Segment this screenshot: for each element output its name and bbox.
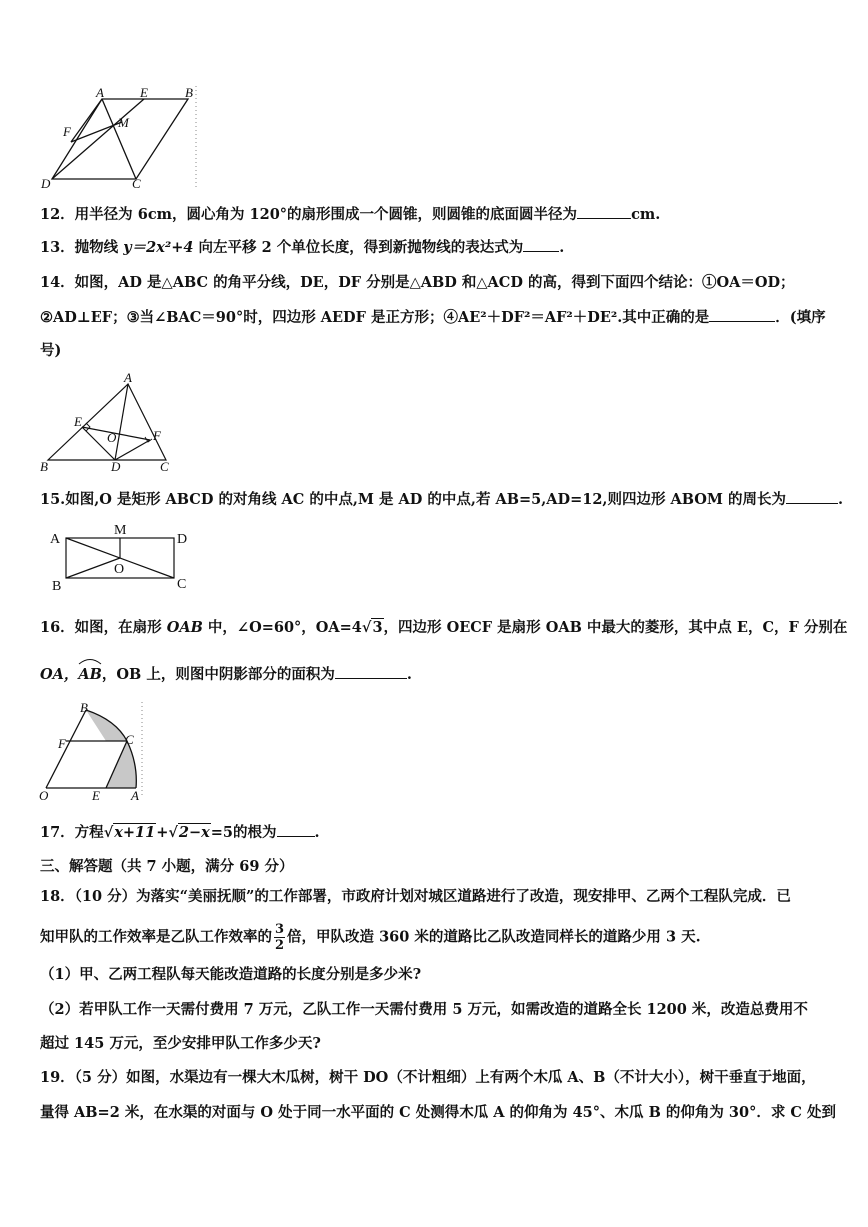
label-E: E [74,414,82,429]
q13-answer-blank[interactable] [523,237,559,252]
q15-answer-blank[interactable] [786,489,838,504]
label-D: D [111,459,121,474]
question-18-sub-2-line-2: 超过 145 万元，至少安排甲队工作多少天? [40,1035,321,1052]
label-F: F [153,428,161,443]
label-O: O [107,430,117,445]
q14-line2-tail: ．(填序 [775,309,826,326]
question-12 [40,204,830,225]
label-E: E [92,788,100,803]
q17-radicand-1: x+11 [114,824,156,841]
question-16-line-2 [40,664,830,685]
q16-line2-tail: . [406,666,412,683]
q13-post: 向左平移 2 个单位长度，得到新抛物线的表达式为 [193,239,524,256]
q15-tail: . [838,491,844,508]
label-B: B [52,579,62,594]
label-E: E [140,85,148,100]
fraction-denominator: 2 [275,938,285,953]
rectangle-figure [44,520,194,596]
label-C: C [125,732,134,747]
label-O: O [39,788,49,803]
question-14-line-1: 14．如图，AD 是△ABC 的角平分线，DE，DF 分别是△ABD 和△ACD 的高，得到下面四个结论：①OA＝OD； [40,274,795,291]
q17-sqrt-sign-1: √ [103,824,114,841]
question-18-sub-1: （1）甲、乙两工程队每天能改造道路的长度分别是多少米? [40,966,422,983]
question-18-line-1: 18．（10 分）为落实“美丽抚顺”的工作部署，市政府计划对城区道路进行了改造，现安排甲、乙两个工程队完成．已 [40,888,791,905]
question-17 [40,822,830,843]
q13-pre: 13．抛物线 [40,239,124,256]
question-18-sub-2-line-1: （2）若甲队工作一天需付费用 7 万元，乙队工作一天需付费用 5 万元，如需改造的道路全长 1200 米，改造总费用不 [40,1001,808,1018]
q15-text: 15.如图,O 是矩形 ABCD 的对角线 AC 的中点,M 是 AD 的中点,若 AB=5,AD=12,则四边形 ABOM 的周长为 [40,491,787,508]
q16-arc-label: AB [78,666,102,683]
label-O: O [114,562,125,577]
label-C: C [132,176,141,191]
q16-line2-b: ，OB 上，则图中阴影部分的面积为 [101,666,335,683]
q17-answer-blank[interactable] [277,822,315,837]
label-D: D [41,176,51,191]
q12-tail: cm. [631,206,661,223]
label-A: A [124,372,132,385]
q17-tail: . [314,824,320,841]
q18-line2-a: 知甲队的工作效率是乙队工作效率的 [40,928,272,946]
label-C: C [160,459,169,474]
q17-sqrt-sign-2: √ [168,824,178,841]
triangle-figure [38,372,178,474]
q13-expression: y＝2x²+4 [123,239,194,256]
sector-figure [36,698,146,806]
q17-pre: 17．方程 [40,824,104,841]
q16-answer-blank[interactable] [335,664,407,679]
q18-line2-b: 倍，甲队改造 360 米的道路比乙队改造同样长的道路少用 3 天. [287,928,701,946]
question-18-line-2 [40,922,830,953]
label-M: M [118,115,129,130]
label-B: B [185,85,193,100]
q16-line1-c: 中，∠O=60°，OA=4 [202,619,362,636]
question-15 [40,489,844,510]
question-19-line-1: 19．（5 分）如图，水渠边有一棵大木瓜树，树干 DO（不计粗细）上有两个木瓜 A、B（不计大小），树干垂直于地面， [40,1069,816,1086]
question-19-line-2: 量得 AB=2 米，在水渠的对面与 O 处于同一水平面的 C 处测得木瓜 A 的仰角为 45°、木瓜 B 的仰角为 30°．求 C 处到 [40,1104,836,1121]
question-14-line-3: 号) [40,342,62,359]
label-F: F [58,736,66,751]
q13-tail: . [559,239,565,256]
q14-line2-text: ②AD⊥EF；③当∠BAC＝90°时，四边形 AEDF 是正方形；④AE²＋DF²＝AF²＋DE².其中正确的是 [40,309,710,326]
section-3-title: 三、解答题（共 7 小题，满分 69 分） [40,858,294,875]
question-14-line-2 [40,307,830,328]
label-M: M [114,523,127,538]
label-D: D [177,532,188,547]
q12-answer-blank[interactable] [577,204,631,219]
q17-radicand-2: 2−x [178,824,210,841]
q16-line1-d: ，四边形 OECF 是扇形 OAB 中最大的菱形，其中点 E，C，F 分别在 [383,619,848,636]
question-16-line-1 [40,618,848,638]
label-A: A [96,85,104,100]
parallelogram-figure [38,84,208,192]
fraction-numerator: 3 [275,922,285,937]
q17-post: =5的根为 [210,824,277,841]
label-B: B [40,459,48,474]
q16-line1-a: 16．如图，在扇形 [40,619,167,636]
q17-plus: + [156,824,169,841]
q16-line2-a: OA， [40,666,79,683]
question-13 [40,237,830,258]
label-A: A [131,788,139,803]
q14-answer-blank[interactable] [709,307,775,322]
q16-line1-b: OAB [166,619,203,636]
label-F: F [63,124,71,139]
q16-sqrt-radicand: 3 [372,619,383,636]
label-B: B [80,700,88,715]
q16-sqrt-sign: √ [361,619,372,636]
q12-text: 12．用半径为 6cm，圆心角为 120°的扇形围成一个圆锥，则圆锥的底面圆半径为 [40,206,578,223]
q18-fraction [274,922,285,953]
q16-arc-ab [78,665,102,685]
label-A: A [50,532,61,547]
label-C: C [177,577,187,592]
